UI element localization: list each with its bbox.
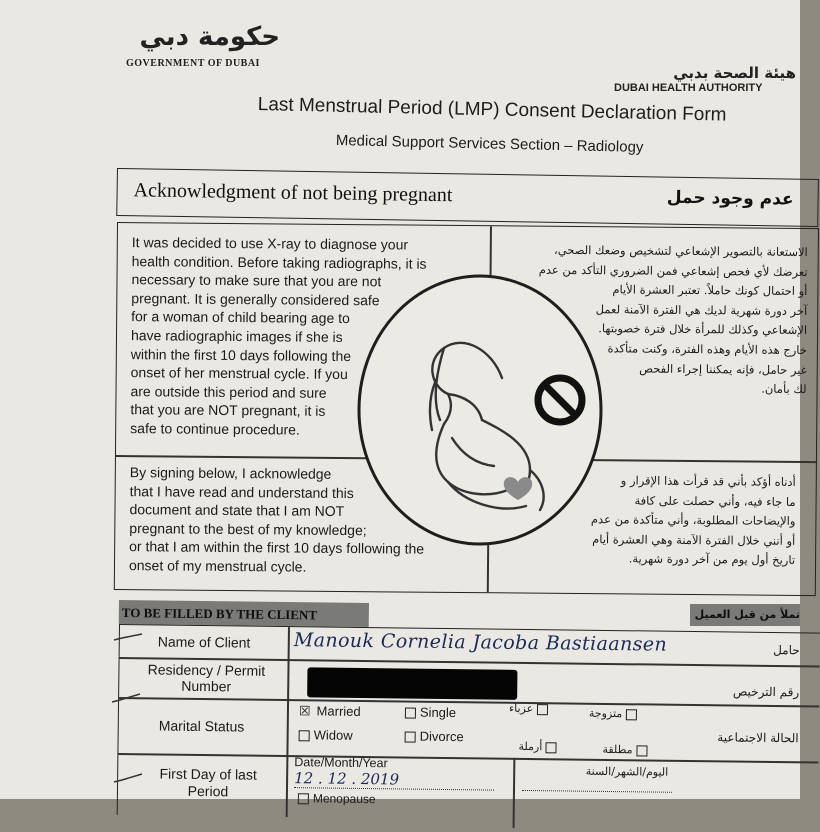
menopause-option[interactable]: Menopause bbox=[298, 791, 376, 806]
client-section-header-ar: تملأ من قبل العميل bbox=[690, 604, 800, 626]
married-ar-checkbox[interactable] bbox=[626, 709, 637, 720]
gov-logo-english: GOVERNMENT OF DUBAI bbox=[126, 58, 260, 69]
married-option-ar[interactable]: متزوجة bbox=[589, 707, 641, 721]
no-pregnancy-stamp-icon bbox=[352, 270, 610, 550]
paragraph-1-en: It was decided to use X-ray to diagnose your health condition. Before taking radiographs, it is necessary to make sure that you are not pregnant. It is generally considered safe for a woman of child bearing age to have radiographic images if she is within the first 10 days following the onset of her menstrual cycle. If you are outside this period and sure that you are NOT pregnant, it is safe to continue procedure. bbox=[130, 234, 427, 438]
divorce-option[interactable]: Divorce bbox=[405, 728, 464, 744]
residency-number-field-redacted[interactable] bbox=[307, 667, 517, 700]
married-option[interactable]: ☒ Married bbox=[298, 703, 361, 719]
widow-option[interactable]: Widow bbox=[299, 727, 353, 743]
first-day-date-field[interactable]: 12 . 12 . 2019 bbox=[294, 769, 494, 790]
acknowledgment-heading-ar: عدم وجود حمل bbox=[666, 187, 794, 210]
paragraph-1-ar: الاستعانة بالتصوير الإشعاعي لتشخيص وضعك الصحي، تعرضك لأي فحص إشعاعي فمن الضروري التأكد من عدم أو احتمال كونك حاملاً. تعتبر العشرة الأيام آخر دورة شهرية لديك هي الفترة الآمنة لعمل الإشعاعي وكذلك للمرأة خلال فترة خصوبتها. خارج هذه الأيام وهذه الفترة، وكنت متأكدة غير حامل، فإنه يمكننا إجراء الفحص لك بأمان. bbox=[538, 242, 808, 397]
divorce-checkbox[interactable] bbox=[405, 732, 416, 743]
date-format-label: Date/Month/Year bbox=[294, 755, 388, 771]
marital-label-ar: الحالة الاجتماعية bbox=[717, 730, 799, 746]
single-option[interactable]: Single bbox=[405, 705, 456, 721]
gov-logo-arabic: حكومة دبي bbox=[139, 22, 280, 52]
client-section-header: TO BE FILLED BY THE CLIENT bbox=[119, 600, 369, 627]
prohibition-icon bbox=[538, 378, 582, 422]
widow-checkbox[interactable] bbox=[299, 730, 310, 741]
widow-option-ar[interactable]: أرملة bbox=[518, 740, 560, 754]
client-info-table bbox=[117, 624, 820, 824]
marital-status-label: Marital Status bbox=[158, 717, 245, 735]
name-of-client-label: Name of Client bbox=[157, 633, 251, 651]
widow-ar-checkbox[interactable] bbox=[546, 742, 557, 753]
married-checkbox[interactable]: ☒ bbox=[298, 703, 311, 719]
single-option-ar[interactable]: عزباء bbox=[509, 702, 552, 716]
dha-logo-arabic: هيئة الصحة بدبي bbox=[673, 64, 796, 82]
menopause-checkbox[interactable] bbox=[298, 794, 309, 805]
first-day-label: First Day of last Period bbox=[159, 765, 257, 800]
paragraph-2-en: By signing below, I acknowledge that I have read and understand this document and state that I am NOT pregnant to the best of my knowledge; or that I am within the first 10 days following the onset of my menstrual cycle. bbox=[128, 464, 425, 575]
government-of-dubai-logo bbox=[120, 22, 290, 74]
residency-label-ar: رقم الترخيص bbox=[732, 684, 800, 700]
single-checkbox[interactable] bbox=[405, 708, 416, 719]
name-label-ar: حامل bbox=[773, 642, 800, 658]
check-mark-3-icon bbox=[112, 772, 146, 786]
residency-label: Residency / Permit Number bbox=[147, 661, 266, 695]
dubai-health-authority-logo bbox=[600, 60, 800, 100]
divorced-ar-checkbox[interactable] bbox=[636, 745, 647, 756]
form-subtitle: Medical Support Services Section – Radiology bbox=[335, 132, 644, 156]
first-day-date-field-ar[interactable] bbox=[522, 786, 672, 793]
form-title: Last Menstrual Period (LMP) Consent Declaration Form bbox=[257, 94, 727, 126]
check-mark-2-icon bbox=[110, 692, 144, 706]
dha-logo-english: DUBAI HEALTH AUTHORITY bbox=[614, 82, 763, 94]
paragraph-2-ar: أدناه أؤكد بأني قد قرأت هذا الإقرار و ما جاء فيه، وأني حصلت على كافة والإيضاحات المطلوبة، وأني متأكدة من عدم أو أنني خلال الفترة الآمنة وهي العشرة أيام تاريخ أول يوم من آخر دورة شهرية. bbox=[590, 473, 796, 568]
acknowledgment-heading-box bbox=[116, 168, 819, 227]
check-mark-1-icon bbox=[112, 632, 146, 644]
divorced-option-ar[interactable]: مطلقة bbox=[602, 743, 651, 757]
date-format-label-ar: اليوم/الشهر/السنة bbox=[585, 764, 669, 779]
acknowledgment-heading-en: Acknowledgment of not being pregnant bbox=[133, 179, 453, 207]
single-ar-checkbox[interactable] bbox=[537, 704, 548, 715]
client-name-field[interactable]: Manouk Cornelia Jacoba Bastiaansen bbox=[293, 629, 668, 656]
